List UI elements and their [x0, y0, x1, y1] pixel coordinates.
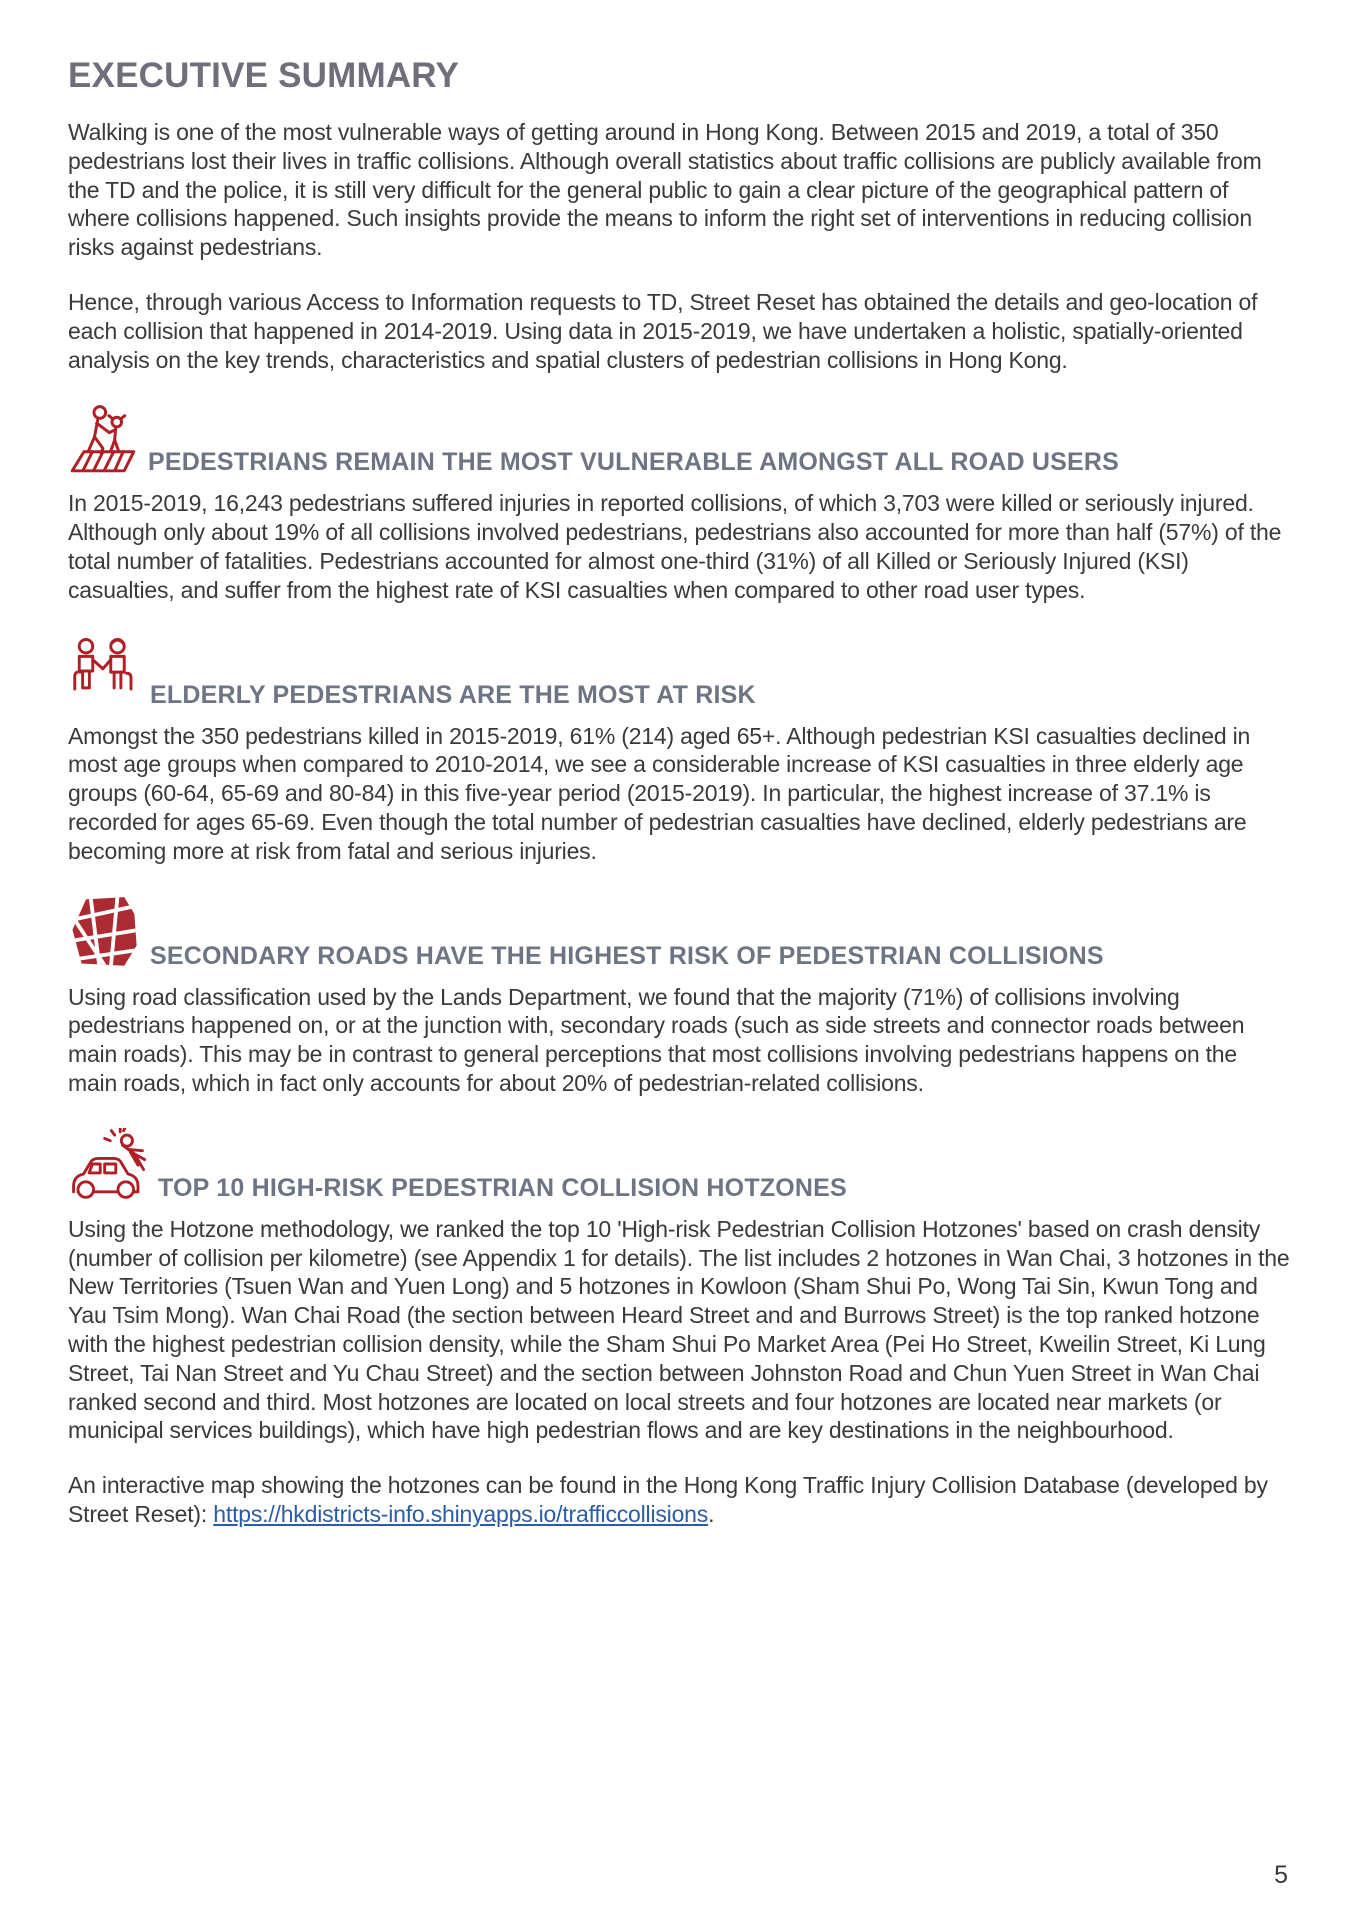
- section-body: Amongst the 350 pedestrians killed in 2015-2019, 61% (214) aged 65+. Although pedestrian KSI casualties declined in most age groups when compared to 2010-2014, we see a considerable increase of KSI casualties in three elderly age groups (60-64, 65-69 and 80-84) in this five-year period (2015-2019). In particular, the highest increase of 37.1% is recorded for ages 65-69. Even though the total number of pedestrian casualties have declined, elderly pedestrians are becoming more at risk from fatal and serious injuries.: [68, 722, 1251, 864]
- section-body: Using the Hotzone methodology, we ranked the top 10 'High-risk Pedestrian Collision Hotzones' based on crash density (number of collision per kilometre) (see Appendix 1 for details). The list includes 2 hotzones in Wan Chai, 3 hotzones in the New Territories (Tsuen Wan and Yuen Long) and 5 hotzones in Kowloon (Sham Shui Po, Wong Tai Sin, Kwun Tong and Yau Tsim Mong). Wan Chai Road (the section between Heard Street and and Burrows Street) is the top ranked hotzone with the highest pedestrian collision density, while the Sham Shui Po Market Area (Pei Ho Street, Kweilin Street, Ki Lung Street, Tai Nan Street and Yu Chau Street) and the section between Johnston Road and Chun Yuen Street in Wan Chai ranked second and third. Most hotzones are located on local streets and four hotzones are located near markets (or municipal services buildings), which have high pedestrian flows and are key destinations in the neighbourhood.: [68, 1215, 1290, 1444]
- section-top10-hotzones: [68, 1128, 1292, 1445]
- section-pedestrians-vulnerable: [68, 404, 1292, 604]
- intro-paragraph-1: Walking is one of the most vulnerable ways of getting around in Hong Kong. Between 2015 and 2019, a total of 350 pedestrians lost their lives in traffic collisions. Although overall statistics about traffic collisions are publicly available from the TD and the police, it is still very difficult for the general public to gain a clear picture of the geographical pattern of where collisions happened. Such insights provide the means to inform the right set of interventions in reducing collision risks against pedestrians.: [68, 119, 1262, 261]
- section-heading: ELDERLY PEDESTRIANS ARE THE MOST AT RISK: [150, 680, 756, 709]
- section-header: [68, 1128, 1292, 1205]
- section-elderly-at-risk: [68, 635, 1292, 866]
- section-heading: PEDESTRIANS REMAIN THE MOST VULNERABLE AMONGST ALL ROAD USERS: [148, 448, 1120, 477]
- pedestrian-crossing-icon: [68, 404, 138, 479]
- elderly-pedestrians-icon: [68, 635, 140, 712]
- road-map-icon: [68, 896, 140, 973]
- car-pedestrian-collision-icon: [68, 1128, 148, 1205]
- section-header: [68, 896, 1292, 973]
- section-heading: SECONDARY ROADS HAVE THE HIGHEST RISK OF PEDESTRIAN COLLISIONS: [150, 941, 1104, 970]
- section-secondary-roads: [68, 896, 1292, 1098]
- section-header: [68, 404, 1292, 479]
- page-number: 5: [1274, 1861, 1288, 1889]
- footer-paragraph: [68, 1471, 1292, 1529]
- section-body: Using road classification used by the Lands Department, we found that the majority (71%) of collisions involving pedestrians happened on, or at the junction with, secondary roads (such as side streets and connector roads between main roads). This may be in contrast to general perceptions that most collisions involving pedestrians happens on the main roads, which in fact only accounts for about 20% of pedestrian-related collisions.: [68, 983, 1245, 1096]
- traffic-collision-database-link[interactable]: https://hkdistricts-info.shinyapps.io/trafficcollisions: [213, 1500, 709, 1527]
- footer-text-before: An interactive map showing the hotzones can be found in the Hong Kong Traffic Injury Collision Database (developed by Street Reset):: [68, 1472, 1268, 1527]
- footer-text-after: .: [708, 1500, 715, 1527]
- page-title: EXECUTIVE SUMMARY: [68, 56, 460, 95]
- section-header: [68, 635, 1292, 712]
- intro-paragraph-2: Hence, through various Access to Information requests to TD, Street Reset has obtained the details and geo-location of each collision that happened in 2014-2019. Using data in 2015-2019, we have undertaken a holistic, spatially-oriented analysis on the key trends, characteristics and spatial clusters of pedestrian collisions in Hong Kong.: [68, 288, 1258, 373]
- section-body: In 2015-2019, 16,243 pedestrians suffered injuries in reported collisions, of which 3,703 were killed or seriously injured. Although only about 19% of all collisions involved pedestrians, pedestrians also accounted for more than half (57%) of the total number of fatalities. Pedestrians accounted for almost one-third (31%) of all Killed or Seriously Injured (KSI) casualties, and suffer from the highest rate of KSI casualties when compared to other road user types.: [68, 490, 1282, 603]
- section-heading: TOP 10 HIGH-RISK PEDESTRIAN COLLISION HOTZONES: [158, 1173, 847, 1202]
